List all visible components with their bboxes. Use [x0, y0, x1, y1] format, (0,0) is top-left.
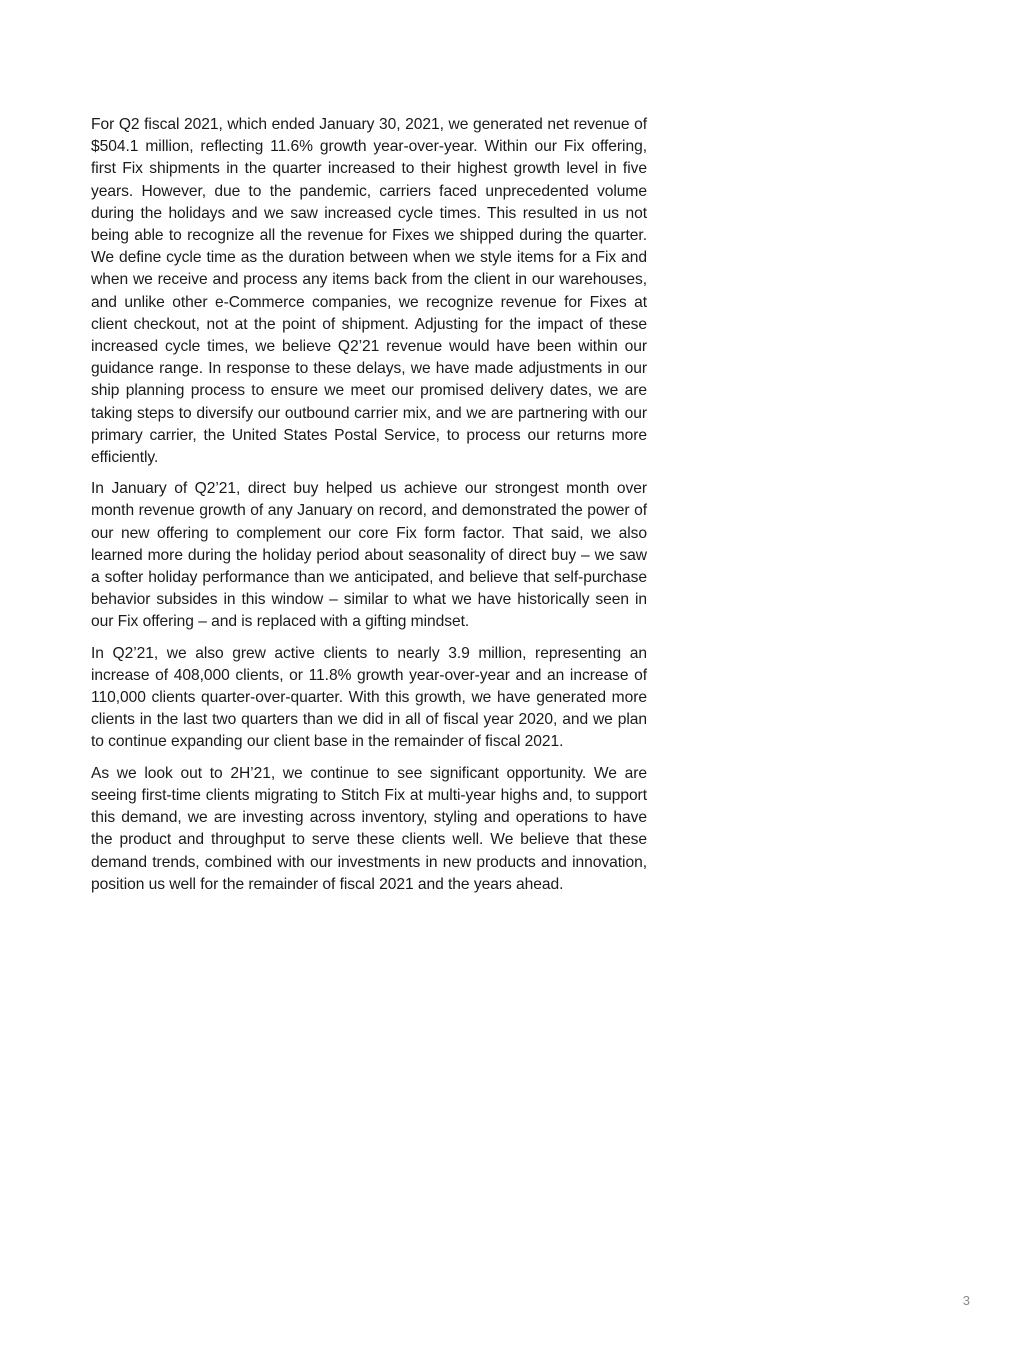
body-text: [91, 114, 647, 905]
page-number: 3: [962, 1293, 970, 1308]
paragraph-q2-revenue: For Q2 fiscal 2021, which ended January 30, 2021, we generated net revenue of $504.1 million, reflecting 11.6% growth year-over-year. Within our Fix offering, first Fix shipments in the quarter increased to their highest growth level in five years. However, due to the pandemic, carriers faced unprecedented volume during the holidays and we saw increased cycle times. This resulted in us not being able to recognize all the revenue for Fixes we shipped during the quarter. We define cycle time as the duration between when we style items for a Fix and when we receive and process any items back from the client in our warehouses, and unlike other e-Commerce companies, we recognize revenue for Fixes at client checkout, not at the point of shipment. Adjusting for the impact of these increased cycle times, we believe Q2’21 revenue would have been within our guidance range. In response to these delays, we have made adjustments in our ship planning process to ensure we meet our promised delivery dates, we are taking steps to diversify our outbound carrier mix, and we are partnering with our primary carrier, the United States Postal Service, to process our returns more efficiently.: [91, 116, 647, 467]
paragraph-active-clients: In Q2’21, we also grew active clients to nearly 3.9 million, representing an increase of 408,000 clients, or 11.8% growth year-over-year and an increase of 110,000 clients quarter-over-quarter. With this growth, we have generated more clients in the last two quarters than we did in all of fiscal year 2020, and we plan to continue expanding our client base in the remainder of fiscal 2021.: [91, 644, 647, 751]
paragraph-outlook: As we look out to 2H’21, we continue to see significant opportunity. We are seeing first-time clients migrating to Stitch Fix at multi-year highs and, to support this demand, we are investing across inventory, styling and operations to have the product and throughput to serve these clients well. We believe that these demand trends, combined with our investments in new products and innovation, position us well for the remainder of fiscal 2021 and the years ahead.: [91, 764, 647, 893]
paragraph-direct-buy: In January of Q2’21, direct buy helped us achieve our strongest month over month revenue growth of any January on record, and demonstrated the power of our new offering to complement our core Fix form factor. That said, we also learned more during the holiday period about seasonality of direct buy – we saw a softer holiday performance than we anticipated, and believe that self-purchase behavior subsides in this window – similar to what we have historically seen in our Fix offering – and is replaced with a gifting mindset.: [91, 480, 647, 631]
